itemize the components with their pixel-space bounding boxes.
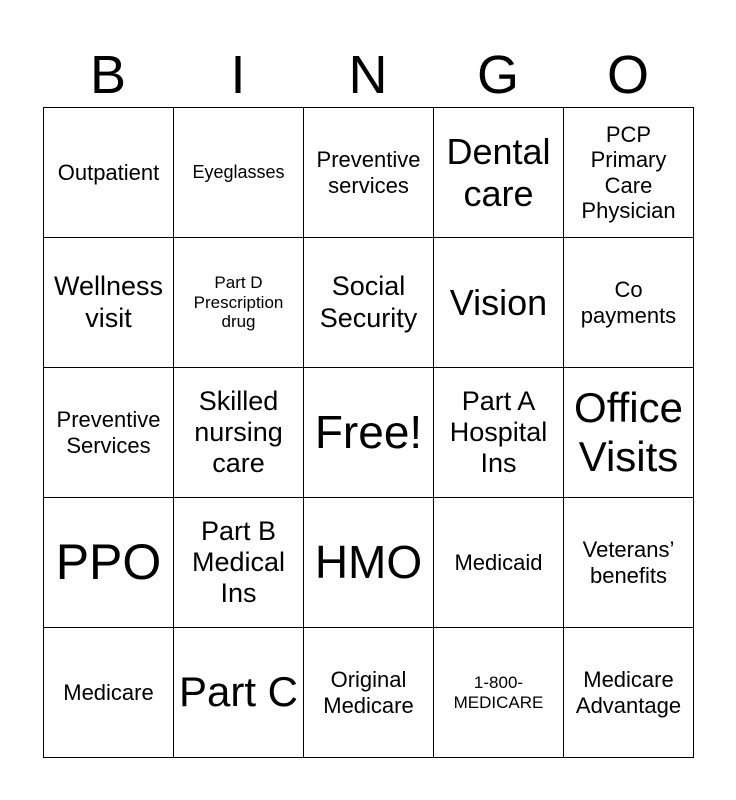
board-row [44,368,694,498]
bingo-cell[interactable]: Vision [434,238,564,368]
bingo-cell[interactable]: Eyeglasses [174,108,304,238]
board-row [44,498,694,628]
bingo-cell[interactable]: Dental care [434,108,564,238]
bingo-cell[interactable]: Original Medicare [304,628,434,758]
header-letter-n: N [348,45,388,105]
header-letter-g: G [476,45,519,105]
bingo-cell[interactable]: Part A Hospital Ins [434,368,564,498]
bingo-cell[interactable]: Skilled nursing care [174,368,304,498]
bingo-cell[interactable]: Preventive services [304,108,434,238]
bingo-board [43,107,694,758]
bingo-cell[interactable]: Medicare Advantage [564,628,694,758]
bingo-cell[interactable]: PCP Primary Care Physician [564,108,694,238]
bingo-header [43,44,693,106]
bingo-cell[interactable]: PPO [44,498,174,628]
bingo-cell[interactable]: Part C [174,628,304,758]
bingo-cell[interactable]: Wellness visit [44,238,174,368]
bingo-cell[interactable]: Part D Prescription drug [174,238,304,368]
board-row [44,238,694,368]
bingo-cell[interactable]: Social Security [304,238,434,368]
board-row [44,628,694,758]
bingo-cell[interactable]: 1-800-MEDICARE [434,628,564,758]
bingo-cell[interactable]: Outpatient [44,108,174,238]
bingo-cell[interactable]: Office Visits [564,368,694,498]
bingo-cell[interactable]: Preventive Services [44,368,174,498]
header-letter-i: I [230,45,246,105]
bingo-cell[interactable]: Co payments [564,238,694,368]
free-space-cell[interactable]: Free! [304,368,434,498]
board-row [44,108,694,238]
bingo-cell[interactable]: Veterans’ benefits [564,498,694,628]
bingo-cell[interactable]: Medicaid [434,498,564,628]
bingo-cell[interactable]: Medicare [44,628,174,758]
header-letter-b: B [89,45,127,105]
header-letter-o: O [606,45,649,105]
bingo-cell[interactable]: Part B Medical Ins [174,498,304,628]
bingo-cell[interactable]: HMO [304,498,434,628]
